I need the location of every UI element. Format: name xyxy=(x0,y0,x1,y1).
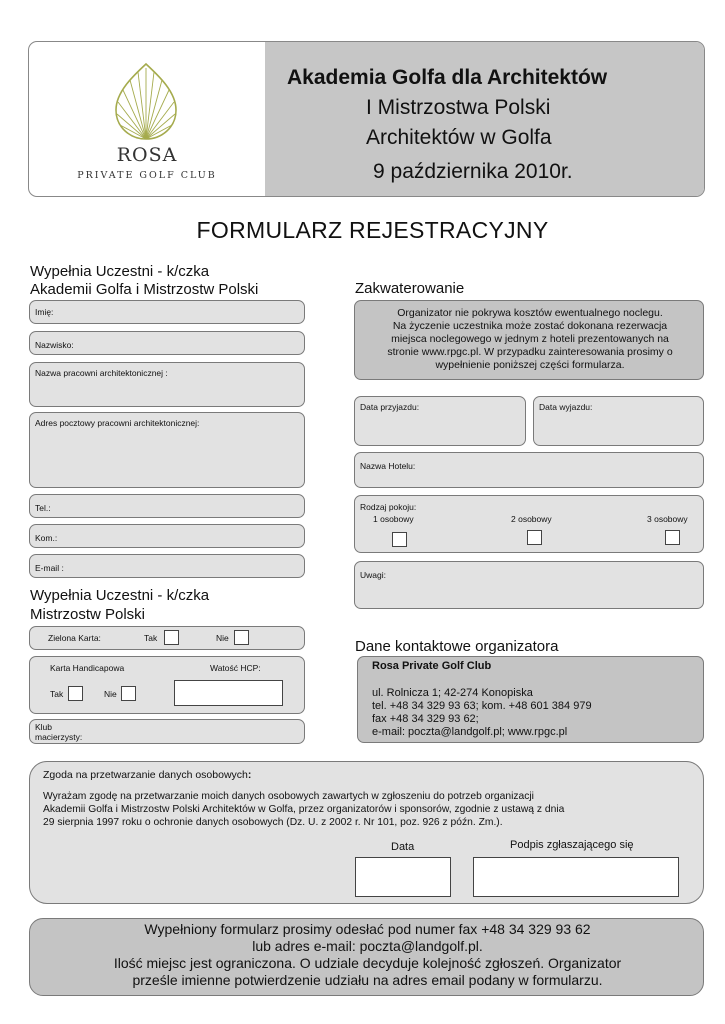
footer-note xyxy=(29,918,704,996)
mobile-label: Kom.: xyxy=(35,533,58,543)
header-title: Akademia Golfa dla Architektów xyxy=(287,66,608,89)
event-header xyxy=(28,41,705,197)
last-name-label: Nazwisko: xyxy=(35,340,74,350)
logo-name: ROSA xyxy=(116,144,178,166)
remarks-label: Uwagi: xyxy=(360,570,386,580)
handicap-yes-label: Tak xyxy=(50,689,64,699)
room-double-checkbox[interactable] xyxy=(527,530,542,545)
footer-line-3: Ilość miejsc jest ograniczona. O udziale decyduje kolejność zgłoszeń. Organizator xyxy=(113,955,622,971)
room-type-label: Rodzaj pokoju: xyxy=(360,502,417,512)
date-label: Data xyxy=(391,841,415,853)
handicap-card-label: Karta Handicapowa xyxy=(50,663,125,673)
room-single-checkbox[interactable] xyxy=(392,532,407,547)
studio-name-field[interactable] xyxy=(29,362,305,407)
contact-panel xyxy=(357,656,704,743)
phone-field[interactable] xyxy=(29,494,305,518)
green-card-yes-checkbox[interactable] xyxy=(164,630,179,645)
green-card-no-checkbox[interactable] xyxy=(234,630,249,645)
note-line-3: miejsca noclegowego w jednym z hoteli prezentowanych na xyxy=(391,333,669,345)
green-card-label: Zielona Karta: xyxy=(48,633,101,643)
footer-line-4: prześle imienne potwierdzenie udziału na adres email podany w formularzu. xyxy=(132,972,603,988)
hcp-value-label: Watość HCP: xyxy=(210,663,261,673)
header-line-3: Architektów w Golfa xyxy=(366,126,552,149)
consent-panel xyxy=(29,761,704,904)
contact-heading: Dane kontaktowe organizatora xyxy=(355,638,559,655)
consent-line-3: 29 sierpnia 1997 roku o ochronie danych osobowych (Dz. U. z 2002 r. Nr 101, poz. 926 z późn. Zm.). xyxy=(43,817,503,828)
note-line-2: Na życzenie uczestnika może zostać dokonana rezerwacja xyxy=(392,320,668,332)
home-club-label-2: macierzysty: xyxy=(35,732,83,742)
header-line-2: I Mistrzostwa Polski xyxy=(366,96,551,119)
accommodation-note xyxy=(354,300,704,380)
contact-name: Rosa Private Golf Club xyxy=(372,660,492,672)
room-single-label: 1 osobowy xyxy=(373,514,414,524)
palm-leaf-logo-icon xyxy=(113,62,179,142)
handicap-no-label: Nie xyxy=(104,689,117,699)
academy-heading-2: Akademii Golfa i Mistrzostw Polski xyxy=(30,281,259,298)
consent-line-2: Akademii Golfa i Mistrzostw Polski Architektów w Golfa, przez organizatorów i sponsorów, zgodnie z ustawą z dnia xyxy=(43,804,565,815)
hcp-value-input[interactable] xyxy=(174,680,283,706)
consent-line-1: Wyrażam zgodę na przetwarzanie moich danych osobowych zawartych w zgłoszeniu do potrzeb organizacji xyxy=(43,791,534,802)
accommodation-heading: Zakwaterowanie xyxy=(355,280,465,297)
departure-date-label: Data wyjazdu: xyxy=(539,402,593,412)
championship-heading-2: Mistrzostw Polski xyxy=(30,606,146,623)
header-title-panel xyxy=(265,42,704,196)
academy-heading-1: Wypełnia Uczestni - k/czka xyxy=(30,263,210,280)
date-input[interactable] xyxy=(355,857,451,897)
form-title: FORMULARZ REJESTRACYJNY xyxy=(196,217,549,243)
footer-line-2: lub adres e-mail: poczta@landgolf.pl. xyxy=(252,938,483,954)
green-card-yes-label: Tak xyxy=(144,633,158,643)
arrival-date-label: Data przyjazdu: xyxy=(360,402,420,412)
room-triple-checkbox[interactable] xyxy=(665,530,680,545)
contact-address: ul. Rolnicza 1; 42-274 Konopiska xyxy=(372,687,533,699)
home-club-label-1: Klub xyxy=(35,722,53,732)
studio-address-label: Adres pocztowy pracowni architektonicznej: xyxy=(35,418,200,428)
mobile-field[interactable] xyxy=(29,524,305,548)
room-type-row xyxy=(354,495,704,553)
handicap-no-checkbox[interactable] xyxy=(121,686,136,701)
championship-heading-1: Wypełnia Uczestni - k/czka xyxy=(30,587,210,604)
note-line-4: stronie www.rpgc.pl. W przypadku zainteresowania prosimy o xyxy=(387,346,673,358)
room-double-label: 2 osobowy xyxy=(511,514,552,524)
hotel-name-field[interactable] xyxy=(354,452,704,488)
first-name-field[interactable] xyxy=(29,300,305,324)
home-club-field[interactable] xyxy=(29,719,305,744)
handicap-yes-checkbox[interactable] xyxy=(68,686,83,701)
arrival-date-field[interactable] xyxy=(354,396,526,446)
hotel-name-label: Nazwa Hotelu: xyxy=(360,461,416,471)
consent-title: Zgoda na przetwarzanie danych osobowych: xyxy=(43,769,252,781)
room-triple-label: 3 osobowy xyxy=(647,514,688,524)
last-name-field[interactable] xyxy=(29,331,305,355)
departure-date-field[interactable] xyxy=(533,396,704,446)
contact-fax: fax +48 34 329 93 62; xyxy=(372,713,479,725)
note-line-5: wypełnienie poniższej części formularza. xyxy=(435,359,625,371)
signature-input[interactable] xyxy=(473,857,679,897)
first-name-label: Imię: xyxy=(35,307,54,317)
footer-line-1: Wypełniony formularz prosimy odesłać pod numer fax +48 34 329 93 62 xyxy=(144,921,591,937)
handicap-card-row xyxy=(29,656,305,714)
phone-label: Tel.: xyxy=(35,503,51,513)
studio-name-label: Nazwa pracowni architektonicznej : xyxy=(35,368,168,378)
signature-label: Podpis zgłaszającego się xyxy=(510,839,634,851)
green-card-no-label: Nie xyxy=(216,633,229,643)
note-line-1: Organizator nie pokrywa kosztów ewentualnego noclegu. xyxy=(397,307,663,319)
contact-phone: tel. +48 34 329 93 63; kom. +48 601 384 979 xyxy=(372,700,592,712)
remarks-field[interactable] xyxy=(354,561,704,609)
green-card-row xyxy=(29,626,305,650)
logo-subtitle: PRIVATE GOLF CLUB xyxy=(77,170,217,181)
studio-address-field[interactable] xyxy=(29,412,305,488)
email-label: E-mail : xyxy=(35,563,64,573)
email-field[interactable] xyxy=(29,554,305,578)
header-date: 9 października 2010r. xyxy=(373,160,573,183)
contact-email: e-mail: poczta@landgolf.pl; www.rpgc.pl xyxy=(372,726,568,738)
